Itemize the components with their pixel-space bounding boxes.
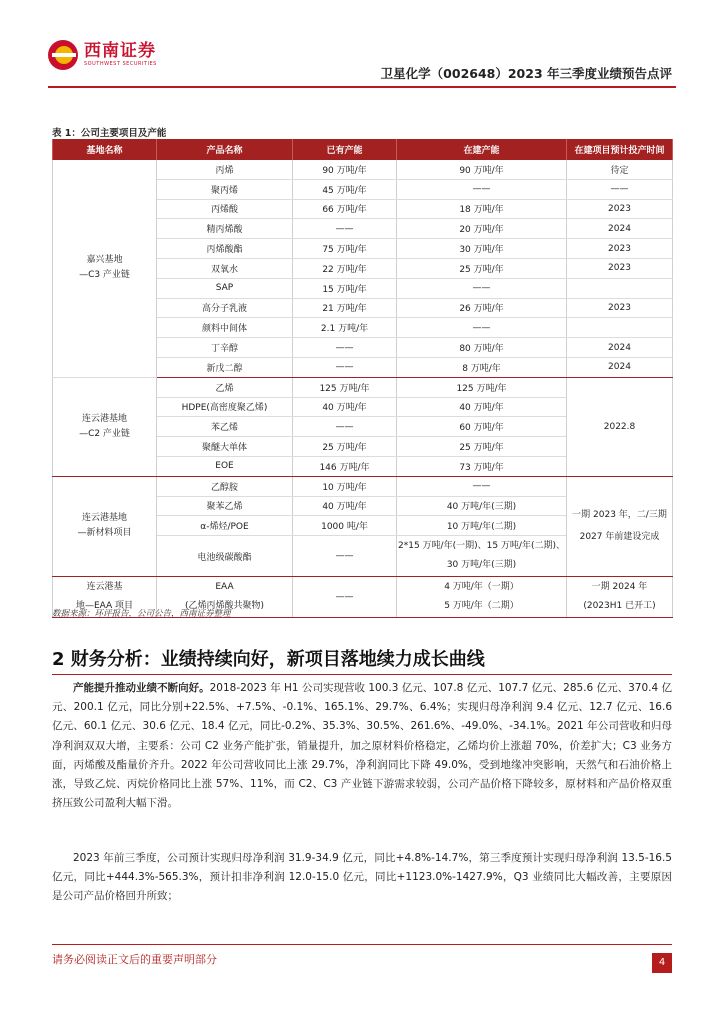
product-cell: 丙烯 — [157, 160, 293, 179]
product-cell: EOE — [157, 456, 293, 476]
projects-capacity-table — [52, 139, 673, 618]
commission-time-cell: 2023 — [567, 258, 673, 278]
building-capacity-cell: 60 万吨/年 — [397, 417, 567, 437]
product-cell: 颜料中间体 — [157, 318, 293, 338]
existing-capacity-cell: 66 万吨/年 — [293, 199, 397, 219]
existing-capacity-cell: 125 万吨/年 — [293, 377, 397, 397]
table-row — [53, 476, 673, 496]
product-cell: 新戊二醇 — [157, 357, 293, 377]
footer-divider — [52, 944, 672, 945]
building-capacity-cell: —— — [397, 476, 567, 496]
building-capacity-cell: 2*15 万吨/年(一期)、15 万吨/年(二期)、 30 万吨/年(三期) — [397, 536, 567, 577]
product-cell: 乙烯 — [157, 377, 293, 397]
body-paragraph-2: 2023 年前三季度，公司预计实现归母净利润 31.9-34.9 亿元，同比+4.8%-14.7%，第三季度预计实现归母净利润 13.5-16.5 亿元，同比+444.3%-565.3%，预计扣非净利润 12.0-15.0 亿元，同比+1123.0%-1427.9%，Q3 业绩同比大幅改善，主要原因是公司产品价格回升所致； — [52, 852, 672, 903]
existing-capacity-cell: —— — [293, 338, 397, 358]
logo-name-cn: 西南证券 — [84, 41, 156, 61]
company-logo — [48, 40, 157, 70]
commission-time-cell: 2022.8 — [567, 377, 673, 476]
commission-time-cell: 2024 — [567, 338, 673, 358]
commission-time-cell: 一期 2024 年 (2023H1 已开工) — [567, 577, 673, 618]
logo-emblem-icon — [48, 40, 78, 70]
building-capacity-cell: 40 万吨/年 — [397, 397, 567, 417]
table-row — [53, 377, 673, 397]
building-capacity-cell: 20 万吨/年 — [397, 219, 567, 239]
table-header-row — [53, 139, 673, 160]
base-name-cell: 连云港基地 —C2 产业链 — [53, 377, 157, 476]
building-capacity-cell: —— — [397, 278, 567, 298]
product-cell: 丙烯酸酯 — [157, 239, 293, 259]
existing-capacity-cell: 40 万吨/年 — [293, 496, 397, 516]
building-capacity-cell: 73 万吨/年 — [397, 456, 567, 476]
existing-capacity-cell: 146 万吨/年 — [293, 456, 397, 476]
building-capacity-cell: —— — [397, 179, 567, 199]
building-capacity-cell: 125 万吨/年 — [397, 377, 567, 397]
building-capacity-cell: —— — [397, 318, 567, 338]
column-header: 已有产能 — [293, 139, 397, 160]
commission-time-cell: 2024 — [567, 357, 673, 377]
building-capacity-cell: 80 万吨/年 — [397, 338, 567, 358]
commission-time-cell — [567, 278, 673, 298]
building-capacity-cell: 25 万吨/年 — [397, 437, 567, 457]
product-cell: EAA (乙烯丙烯酸共聚物) — [157, 577, 293, 618]
existing-capacity-cell: 25 万吨/年 — [293, 437, 397, 457]
product-cell: 聚醚大单体 — [157, 437, 293, 457]
table-caption: 表 1：公司主要项目及产能 — [52, 128, 167, 139]
existing-capacity-cell: —— — [293, 417, 397, 437]
commission-time-cell — [567, 318, 673, 338]
product-cell: 苯乙烯 — [157, 417, 293, 437]
existing-capacity-cell: 1000 吨/年 — [293, 516, 397, 536]
existing-capacity-cell: 21 万吨/年 — [293, 298, 397, 318]
product-cell: 丁辛醇 — [157, 338, 293, 358]
column-header: 在建项目预计投产时间 — [567, 139, 673, 160]
building-capacity-cell: 4 万吨/年（一期） 5 万吨/年（二期） — [397, 577, 567, 618]
base-name-cell: 连云港基 地—EAA 项目 — [53, 577, 157, 618]
existing-capacity-cell: 22 万吨/年 — [293, 258, 397, 278]
commission-time-cell: 2023 — [567, 199, 673, 219]
existing-capacity-cell: 2.1 万吨/年 — [293, 318, 397, 338]
body-paragraph-1 — [52, 679, 672, 813]
table-source-note: 数据来源：环评报告，公司公告，西南证券整理 — [52, 609, 231, 619]
column-header: 基地名称 — [53, 139, 157, 160]
building-capacity-cell: 18 万吨/年 — [397, 199, 567, 219]
existing-capacity-cell: 15 万吨/年 — [293, 278, 397, 298]
commission-time-cell: 一期 2023 年，二/三期 2027 年前建设完成 — [567, 476, 673, 576]
base-name-cell: 嘉兴基地 —C3 产业链 — [53, 160, 157, 377]
product-cell: α-烯烃/POE — [157, 516, 293, 536]
existing-capacity-cell: 90 万吨/年 — [293, 160, 397, 179]
building-capacity-cell: 40 万吨/年(三期) — [397, 496, 567, 516]
commission-time-cell: 2024 — [567, 219, 673, 239]
section-title: 2 财务分析：业绩持续向好，新项目落地续力成长曲线 — [52, 649, 485, 670]
existing-capacity-cell: —— — [293, 577, 397, 618]
existing-capacity-cell: 75 万吨/年 — [293, 239, 397, 259]
existing-capacity-cell: —— — [293, 536, 397, 577]
commission-time-cell: —— — [567, 179, 673, 199]
header-divider — [48, 86, 676, 88]
existing-capacity-cell: 45 万吨/年 — [293, 179, 397, 199]
existing-capacity-cell: —— — [293, 357, 397, 377]
product-cell: 聚丙烯 — [157, 179, 293, 199]
existing-capacity-cell: 10 万吨/年 — [293, 476, 397, 496]
building-capacity-cell: 90 万吨/年 — [397, 160, 567, 179]
base-name-cell: 连云港基地 —新材料项目 — [53, 476, 157, 576]
building-capacity-cell: 10 万吨/年(二期) — [397, 516, 567, 536]
footer-disclaimer: 请务必阅读正文后的重要声明部分 — [52, 953, 217, 966]
product-cell: 高分子乳液 — [157, 298, 293, 318]
existing-capacity-cell: —— — [293, 219, 397, 239]
product-cell: 双氧水 — [157, 258, 293, 278]
product-cell: 乙醇胺 — [157, 476, 293, 496]
commission-time-cell: 2023 — [567, 298, 673, 318]
column-header: 产品名称 — [157, 139, 293, 160]
section-divider — [52, 674, 672, 675]
column-header: 在建产能 — [397, 139, 567, 160]
commission-time-cell: 2023 — [567, 239, 673, 259]
product-cell: 聚苯乙烯 — [157, 496, 293, 516]
building-capacity-cell: 8 万吨/年 — [397, 357, 567, 377]
commission-time-cell: 待定 — [567, 160, 673, 179]
product-cell: HDPE(高密度聚乙烯) — [157, 397, 293, 417]
building-capacity-cell: 26 万吨/年 — [397, 298, 567, 318]
building-capacity-cell: 25 万吨/年 — [397, 258, 567, 278]
report-title: 卫星化学（002648）2023 年三季度业绩预告点评 — [380, 66, 672, 81]
page-number: 4 — [652, 953, 672, 973]
product-cell: 电池级碳酸酯 — [157, 536, 293, 577]
table-row — [53, 160, 673, 179]
product-cell: 丙烯酸 — [157, 199, 293, 219]
existing-capacity-cell: 40 万吨/年 — [293, 397, 397, 417]
paragraph-body: 2018-2023 年 H1 公司实现营收 100.3 亿元、107.8 亿元、107.7 亿元、285.6 亿元、370.4 亿元、200.1 亿元，同比分别+22.5%、+7.5%、-0.1%、165.1%、29.7%、6.4%；实现归母净利润 9.4 亿元、12.7 亿元、16.6 亿元、60.1 亿元、30.6 亿元、18.4 亿元，同比-0.2%、35.3%、30.5%、261.6%、-49.0%、-34.1%。2021 年公司营收和归母净利润双双大增，主要系：公司 C2 业务产能扩张，销量提升，加之原材料价格稳定，乙烯均价上涨超 70%，价差扩大；C3 业务方面，丙烯酸及酯量价齐升。2022 年公司营收同比上涨 29.7%，净利润同比下降 49.0%，受到地缘冲突影响，天然气和石油价格上涨，导致乙烷、丙烷价格同比上涨 57%、11%，而 C2、C3 产业链下游需求较弱，公司产品价格下降较多，原材料和产品价格双重挤压致公司盈利大幅下滑。 — [52, 682, 672, 810]
logo-name-en: SOUTHWEST SECURITIES — [84, 61, 157, 67]
product-cell: SAP — [157, 278, 293, 298]
product-cell: 精丙烯酸 — [157, 219, 293, 239]
building-capacity-cell: 30 万吨/年 — [397, 239, 567, 259]
paragraph-lead: 产能提升推动业绩不断向好。 — [73, 682, 210, 694]
